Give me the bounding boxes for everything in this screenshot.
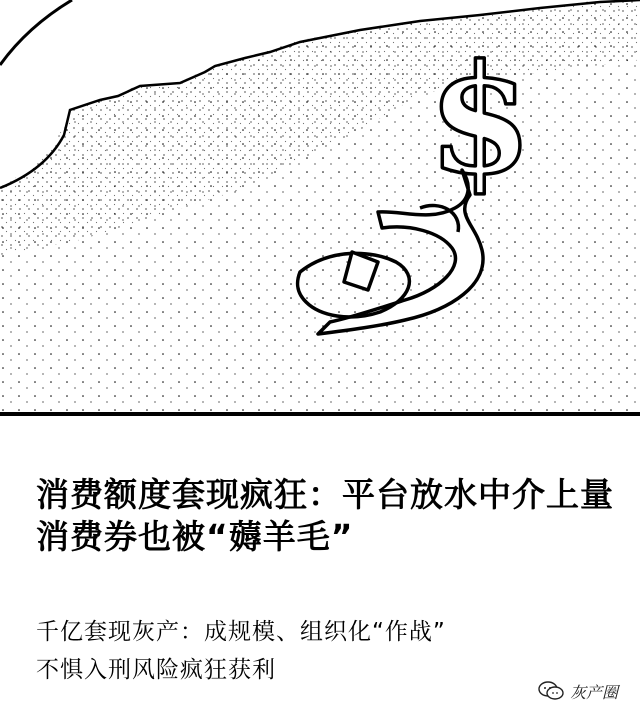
watermark [538,679,618,703]
corner-arc [0,0,72,65]
subheadline-line-2: 不惧入刑风险疯狂获利 [36,657,276,683]
headline [36,474,626,558]
dollar-sign [428,32,532,208]
svg-text:$: $ [428,32,533,208]
subheadline-line-1: 千亿套现灰产：成规模、组织化“作战” [36,619,446,645]
headline-line-1: 消费额度套现疯狂：平台放水中介上量 [36,475,614,514]
watermark-label: 灰产圈 [569,682,618,702]
headline-line-2: 消费券也被“薅羊毛” [36,517,354,556]
wechat-icon [538,681,564,701]
section-divider [0,412,640,416]
subheadline [36,613,616,689]
